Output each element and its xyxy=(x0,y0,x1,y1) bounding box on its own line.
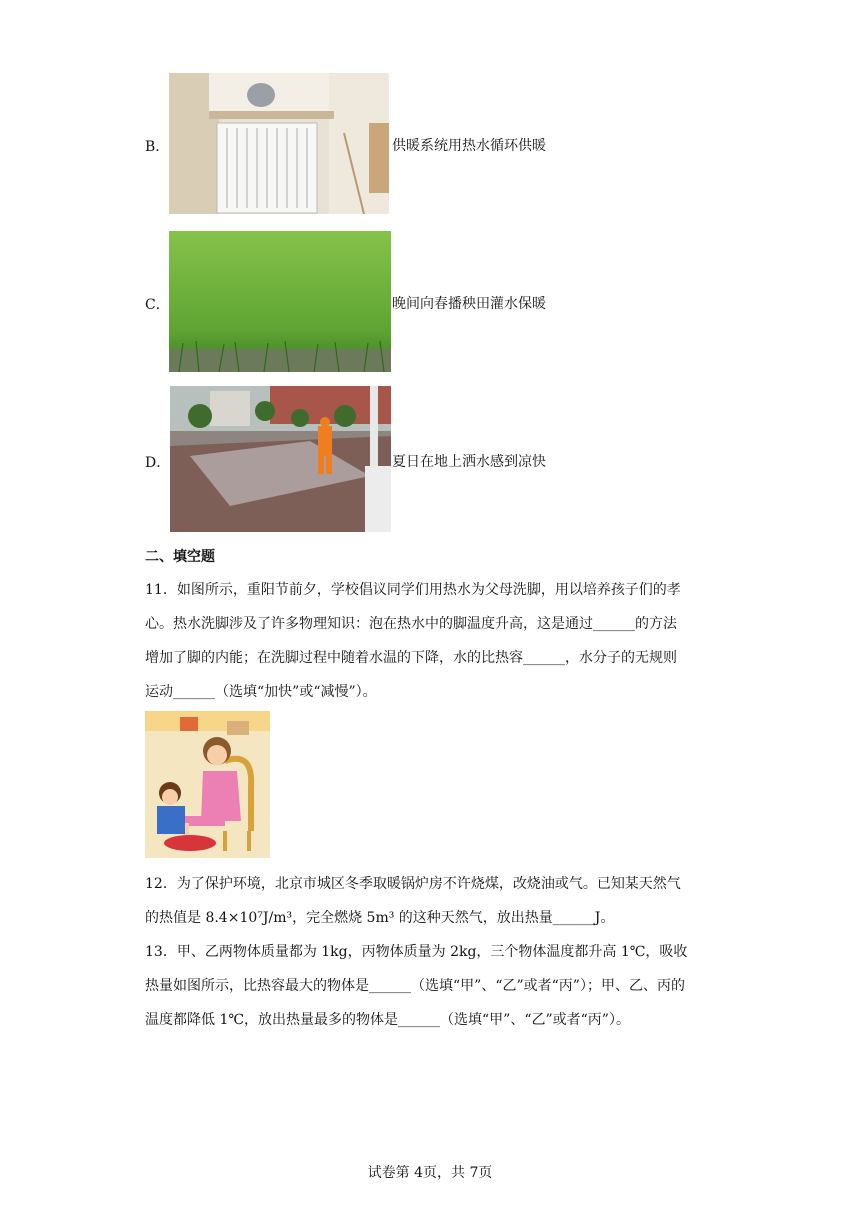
q11-line-4: 运动______（选填“加快”或“减慢”）。 xyxy=(145,684,377,700)
option-b-letter: B． xyxy=(145,139,170,155)
option-c-text: 晚间向春播秧田灌水保暖 xyxy=(392,296,546,312)
q11-line-1: 11．如图所示，重阳节前夕，学校倡议同学们用热水为父母洗脚，用以培养孩子们的孝 xyxy=(145,582,681,598)
street-spraying-photo xyxy=(170,386,391,532)
foot-washing-illustration xyxy=(145,711,270,858)
option-c-letter: C． xyxy=(145,297,170,313)
radiator-photo xyxy=(169,73,389,214)
option-b-text: 供暖系统用热水循环供暖 xyxy=(392,138,546,154)
option-d-letter: D． xyxy=(145,455,171,471)
rice-field-photo xyxy=(169,231,391,372)
q12-line-1: 12．为了保护环境，北京市城区冬季取暖锅炉房不许烧煤，改烧油或气。已知某天然气 xyxy=(145,876,681,892)
q11-line-2: 心。热水洗脚涉及了许多物理知识：泡在热水中的脚温度升高，这是通过______的方法 xyxy=(145,616,677,632)
section-title: 二、填空题 xyxy=(145,549,215,565)
q13-line-1: 13．甲、乙两物体质量都为 1kg，丙物体质量为 2kg，三个物体温度都升高 1℃，吸收 xyxy=(145,944,688,960)
page-footer: 试卷第 4页，共 7页 xyxy=(367,1165,493,1181)
q12-line-2: 的热值是 8.4×10⁷J/m³，完全燃烧 5m³ 的这种天然气，放出热量______J。 xyxy=(145,910,615,926)
option-d-text: 夏日在地上洒水感到凉快 xyxy=(392,454,546,470)
q13-line-2: 热量如图所示，比热容最大的物体是______（选填“甲”、“乙”或者“丙”）；甲、乙、丙的 xyxy=(145,978,685,994)
q13-line-3: 温度都降低 1℃，放出热量最多的物体是______（选填“甲”、“乙”或者“丙”）。 xyxy=(145,1012,630,1028)
q11-line-3: 增加了脚的内能；在洗脚过程中随着水温的下降，水的比热容______，水分子的无规则 xyxy=(145,650,677,666)
